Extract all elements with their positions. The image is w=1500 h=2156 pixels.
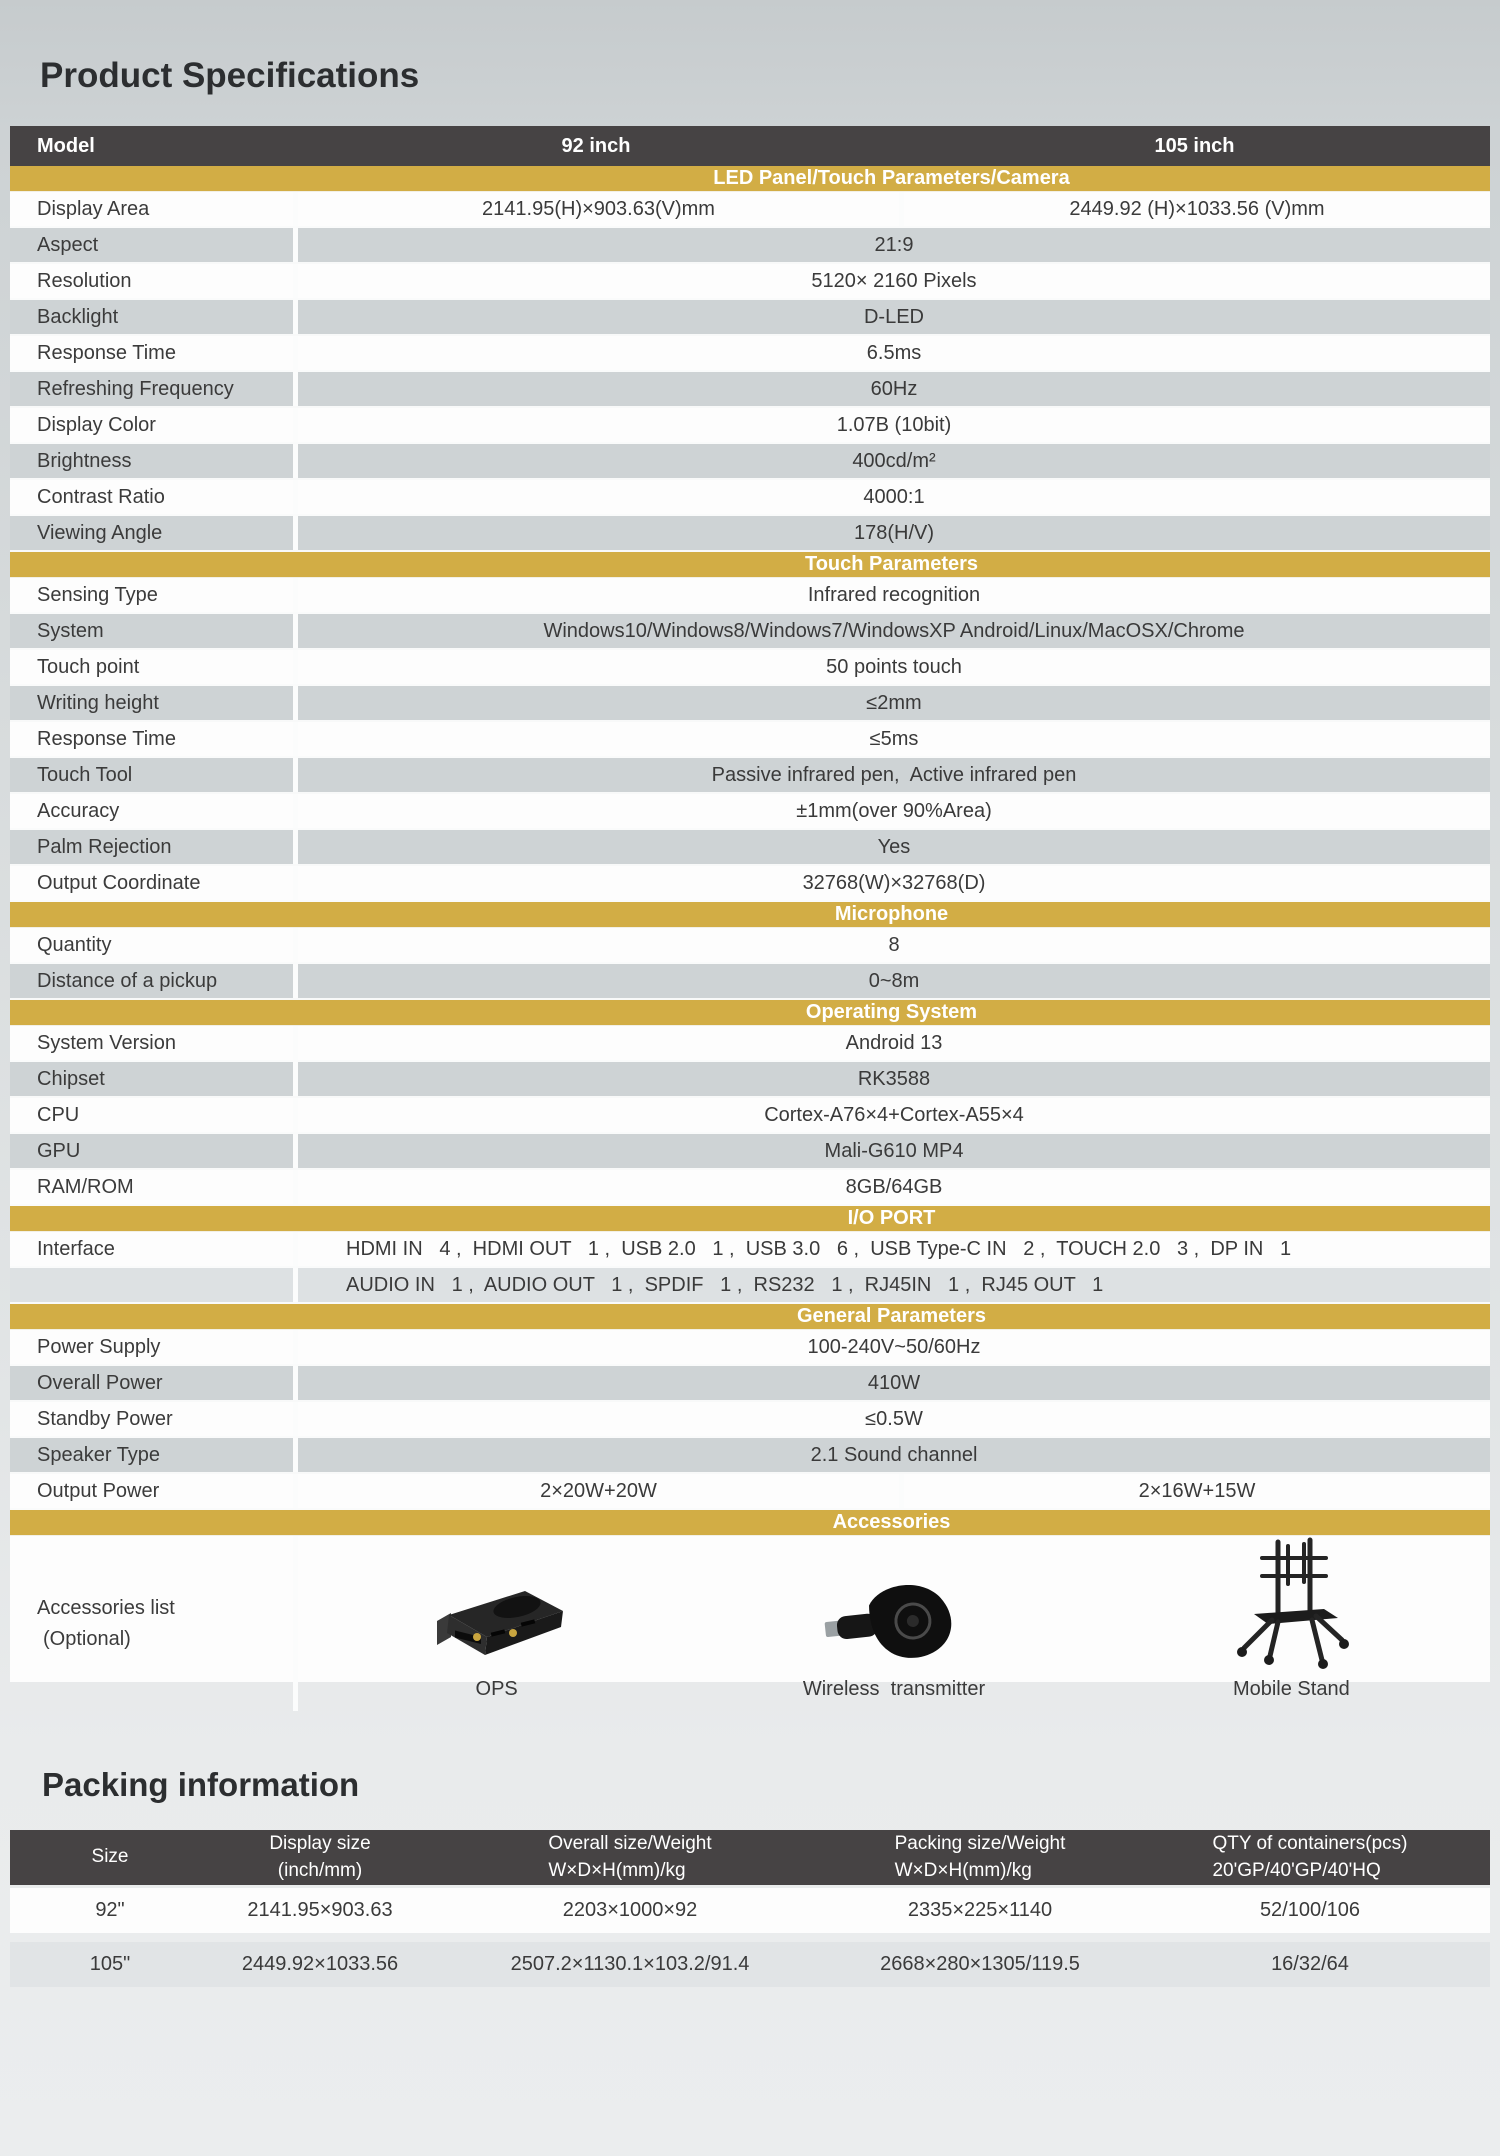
spec-row-response-time xyxy=(10,336,1490,372)
spec-row-chipset xyxy=(10,1062,1490,1098)
spec-label: Brightness xyxy=(37,449,132,472)
column-header-105-inch: 105 inch xyxy=(1154,134,1235,157)
packing-header-col-3 xyxy=(830,1831,1130,1884)
spec-value: Yes xyxy=(293,830,1490,864)
spec-value-92-inch: 2×20W+20W xyxy=(293,1474,899,1508)
spec-label: Overall Power xyxy=(37,1371,163,1394)
spec-value: 32768(W)×32768(D) xyxy=(293,866,1490,900)
spec-label: Touch point xyxy=(37,655,140,678)
spec-row-backlight xyxy=(10,300,1490,336)
spec-value: Passive infrared pen, Active infrared pen xyxy=(293,758,1490,792)
spec-row-contrast-ratio xyxy=(10,480,1490,516)
spec-value: 6.5ms xyxy=(293,336,1490,370)
spec-label: Aspect xyxy=(37,233,99,256)
spec-value: Mali-G610 MP4 xyxy=(293,1134,1490,1168)
spec-row-speaker-type xyxy=(10,1438,1490,1474)
section-title-led-panel-touch-parameters-camera: LED Panel/Touch Parameters/Camera xyxy=(713,167,1070,189)
spec-value: 8 xyxy=(293,928,1490,962)
spec-value: 60Hz xyxy=(293,372,1490,406)
packing-rows xyxy=(10,1888,1490,1987)
accessory-wireless-transmitter xyxy=(695,1536,1092,1711)
spec-row-refreshing-frequency xyxy=(10,372,1490,408)
packing-header-col-1 xyxy=(210,1831,430,1884)
accessories-row xyxy=(10,1536,1490,1700)
model-header-label: Model xyxy=(37,134,95,157)
spec-value: 21:9 xyxy=(293,228,1490,262)
spec-row-power-supply xyxy=(10,1330,1490,1366)
accessory-caption: Wireless transmitter xyxy=(802,1678,986,1700)
packing-cell: 2141.95×903.63 xyxy=(247,1899,393,1921)
packing-header-text xyxy=(895,1831,1066,1884)
packing-cell: 105" xyxy=(89,1953,131,1975)
packing-header-line: 20'GP/40'GP/40'HQ xyxy=(1212,1859,1381,1881)
spec-row-standby-power xyxy=(10,1402,1490,1438)
spec-row-resolution xyxy=(10,264,1490,300)
spec-row-interface xyxy=(10,1232,1490,1268)
packing-header-line: Display size xyxy=(269,1832,371,1854)
spec-label: Resolution xyxy=(37,269,132,292)
ops-image xyxy=(417,1575,577,1671)
section-title-i-o-port: I/O PORT xyxy=(847,1207,936,1229)
accessory-caption: OPS xyxy=(475,1678,518,1700)
spec-row-output-coordinate xyxy=(10,866,1490,902)
packing-header-col-4 xyxy=(1130,1831,1490,1884)
spec-value: Infrared recognition xyxy=(293,578,1490,612)
spec-row-distance-of-a-pickup xyxy=(10,964,1490,1000)
spec-row-display-color xyxy=(10,408,1490,444)
section-title-operating-system: Operating System xyxy=(805,1001,978,1023)
packing-row-105 xyxy=(10,1942,1490,1987)
spec-label: Output Power xyxy=(37,1479,160,1502)
spec-value: 400cd/m² xyxy=(293,444,1490,478)
spec-label xyxy=(10,1268,293,1302)
spec-label: Chipset xyxy=(37,1067,105,1090)
spec-value: D-LED xyxy=(293,300,1490,334)
spec-label: Accuracy xyxy=(37,799,120,822)
spec-row-interface xyxy=(10,1268,1490,1304)
wireless-transmitter-icon xyxy=(809,1575,979,1676)
spec-label: Speaker Type xyxy=(37,1443,161,1466)
spec-label: CPU xyxy=(37,1103,80,1126)
wireless-transmitter-image xyxy=(809,1575,979,1671)
packing-header-row xyxy=(10,1830,1490,1885)
accessory-mobile-stand xyxy=(1093,1536,1490,1711)
spec-row-gpu xyxy=(10,1134,1490,1170)
spec-label: Response Time xyxy=(37,341,176,364)
packing-header-text xyxy=(269,1831,370,1884)
section-title-general-parameters: General Parameters xyxy=(796,1305,986,1327)
spec-label: Response Time xyxy=(37,727,176,750)
section-title-touch-parameters: Touch Parameters xyxy=(804,553,979,575)
spec-value: Android 13 xyxy=(293,1026,1490,1060)
spec-value-105-inch: 2×16W+15W xyxy=(899,1474,1490,1508)
packing-header-line: QTY of containers(pcs) xyxy=(1212,1832,1408,1854)
packing-cell: 92" xyxy=(95,1899,125,1921)
section-header-operating-system xyxy=(10,1000,1490,1026)
spec-row-system xyxy=(10,614,1490,650)
section-header-spacer xyxy=(10,166,293,191)
spec-row-output-power xyxy=(10,1474,1490,1510)
packing-header-line: (inch/mm) xyxy=(277,1859,363,1881)
spec-row-response-time xyxy=(10,722,1490,758)
spec-label: System Version xyxy=(37,1031,176,1054)
spec-row-ram-rom xyxy=(10,1170,1490,1206)
packing-header-text xyxy=(1212,1831,1407,1884)
spec-label: Contrast Ratio xyxy=(37,485,165,508)
spec-row-display-area xyxy=(10,192,1490,228)
packing-header-line: Overall size/Weight xyxy=(548,1832,712,1854)
spec-label: Sensing Type xyxy=(37,583,158,606)
spec-value: ≤2mm xyxy=(293,686,1490,720)
spec-value: 50 points touch xyxy=(293,650,1490,684)
packing-row-92 xyxy=(10,1888,1490,1933)
section-header-general-parameters xyxy=(10,1304,1490,1330)
spec-label: GPU xyxy=(37,1139,81,1162)
spec-table xyxy=(10,126,1490,1700)
packing-cell: 2203×1000×92 xyxy=(562,1899,698,1921)
spec-value: 0~8m xyxy=(293,964,1490,998)
packing-header-col-2 xyxy=(430,1831,830,1884)
spec-row-brightness xyxy=(10,444,1490,480)
mobile-stand-image xyxy=(1226,1536,1356,1671)
spec-row-aspect xyxy=(10,228,1490,264)
packing-header-line: Size xyxy=(91,1846,129,1868)
packing-cell: 2668×280×1305/119.5 xyxy=(880,1953,1080,1975)
spec-label: Interface xyxy=(37,1237,115,1260)
spec-sections xyxy=(10,166,1490,1700)
spec-label: Refreshing Frequency xyxy=(37,377,234,400)
accessories-label-line: (Optional) xyxy=(43,1627,131,1650)
packing-cell: 16/32/64 xyxy=(1271,1953,1349,1975)
packing-cell: 2449.92×1033.56 xyxy=(241,1953,399,1975)
spec-value: Cortex-A76×4+Cortex-A55×4 xyxy=(293,1098,1490,1132)
spec-row-sensing-type xyxy=(10,578,1490,614)
spec-label: Standby Power xyxy=(37,1407,173,1430)
spec-row-touch-tool xyxy=(10,758,1490,794)
packing-cell: 52/100/106 xyxy=(1259,1899,1361,1921)
spec-row-overall-power xyxy=(10,1366,1490,1402)
spec-value-105-inch: 2449.92 (H)×1033.56 (V)mm xyxy=(899,192,1490,226)
spec-row-viewing-angle xyxy=(10,516,1490,552)
spec-label: Output Coordinate xyxy=(37,871,201,894)
spec-value: AUDIO IN 1 , AUDIO OUT 1 , SPDIF 1 , RS232 1 , RJ45IN 1 , RJ45 OUT 1 xyxy=(293,1268,1490,1302)
mobile-stand-icon xyxy=(1226,1536,1356,1676)
packing-header-line: W×D×H(mm)/kg xyxy=(894,1859,1032,1881)
spec-row-cpu xyxy=(10,1098,1490,1134)
spec-value: ≤5ms xyxy=(293,722,1490,756)
packing-table xyxy=(10,1830,1490,1987)
spec-value: 178(H/V) xyxy=(293,516,1490,550)
section-header-spacer xyxy=(10,1510,293,1535)
ops-icon xyxy=(417,1575,577,1676)
section-header-spacer xyxy=(10,552,293,577)
spec-label: Palm Rejection xyxy=(37,835,172,858)
spec-row-accuracy xyxy=(10,794,1490,830)
packing-header-text xyxy=(548,1831,711,1884)
spec-label: Backlight xyxy=(37,305,119,328)
section-header-led-panel-touch-parameters-camera xyxy=(10,166,1490,192)
section-header-accessories xyxy=(10,1510,1490,1536)
section-header-touch-parameters xyxy=(10,552,1490,578)
packing-header-col-0 xyxy=(10,1844,210,1871)
accessory-ops xyxy=(298,1536,695,1711)
spec-value: 1.07B (10bit) xyxy=(293,408,1490,442)
section-header-microphone xyxy=(10,902,1490,928)
section-title-accessories: Accessories xyxy=(832,1511,951,1533)
column-header-92-inch: 92 inch xyxy=(561,134,631,157)
accessories-label xyxy=(10,1536,293,1711)
accessory-caption: Mobile Stand xyxy=(1232,1678,1350,1700)
spec-label: Display Area xyxy=(37,197,150,220)
packing-header-line: W×D×H(mm)/kg xyxy=(548,1859,686,1881)
section-header-spacer xyxy=(10,1304,293,1329)
packing-header-line: Packing size/Weight xyxy=(894,1832,1066,1854)
spec-row-touch-point xyxy=(10,650,1490,686)
spec-label: Distance of a pickup xyxy=(37,969,218,992)
spec-label: Viewing Angle xyxy=(37,521,163,544)
packing-cell: 2507.2×1130.1×103.2/91.4 xyxy=(510,1953,750,1975)
spec-value: 5120× 2160 Pixels xyxy=(293,264,1490,298)
section-title-microphone: Microphone xyxy=(834,903,949,925)
page-title: Product Specifications xyxy=(40,56,420,95)
section-header-spacer xyxy=(10,1000,293,1025)
spec-value: HDMI IN 4 , HDMI OUT 1 , USB 2.0 1 , USB 3.0 6 , USB Type-C IN 2 , TOUCH 2.0 3 , DP IN 1 xyxy=(293,1232,1490,1266)
section-header-spacer xyxy=(10,902,293,927)
spec-value: 8GB/64GB xyxy=(293,1170,1490,1204)
spec-label: System xyxy=(37,619,104,642)
spec-value: 2.1 Sound channel xyxy=(293,1438,1490,1472)
accessories-items xyxy=(293,1536,1490,1711)
spec-value: ±1mm(over 90%Area) xyxy=(293,794,1490,828)
spec-row-writing-height xyxy=(10,686,1490,722)
spec-value: RK3588 xyxy=(293,1062,1490,1096)
packing-header-text xyxy=(92,1844,129,1871)
spec-label: RAM/ROM xyxy=(37,1175,134,1198)
spec-row-quantity xyxy=(10,928,1490,964)
model-header-row xyxy=(10,126,1490,166)
spec-label: Display Color xyxy=(37,413,156,436)
spec-value: 4000:1 xyxy=(293,480,1490,514)
spec-label: Power Supply xyxy=(37,1335,161,1358)
accessories-label-line: Accessories list xyxy=(37,1596,175,1619)
packing-cell: 2335×225×1140 xyxy=(907,1899,1053,1921)
section-header-spacer xyxy=(10,1206,293,1231)
spec-row-palm-rejection xyxy=(10,830,1490,866)
spec-value-92-inch: 2141.95(H)×903.63(V)mm xyxy=(293,192,899,226)
packing-title: Packing information xyxy=(42,1766,360,1803)
spec-value: 100-240V~50/60Hz xyxy=(293,1330,1490,1364)
spec-value: 410W xyxy=(293,1366,1490,1400)
spec-label: Quantity xyxy=(37,933,112,956)
spec-label: Touch Tool xyxy=(37,763,133,786)
spec-value: ≤0.5W xyxy=(293,1402,1490,1436)
spec-row-system-version xyxy=(10,1026,1490,1062)
spec-value: Windows10/Windows8/Windows7/WindowsXP Android/Linux/MacOSX/Chrome xyxy=(293,614,1490,648)
section-header-i-o-port xyxy=(10,1206,1490,1232)
spec-label: Writing height xyxy=(37,691,159,714)
